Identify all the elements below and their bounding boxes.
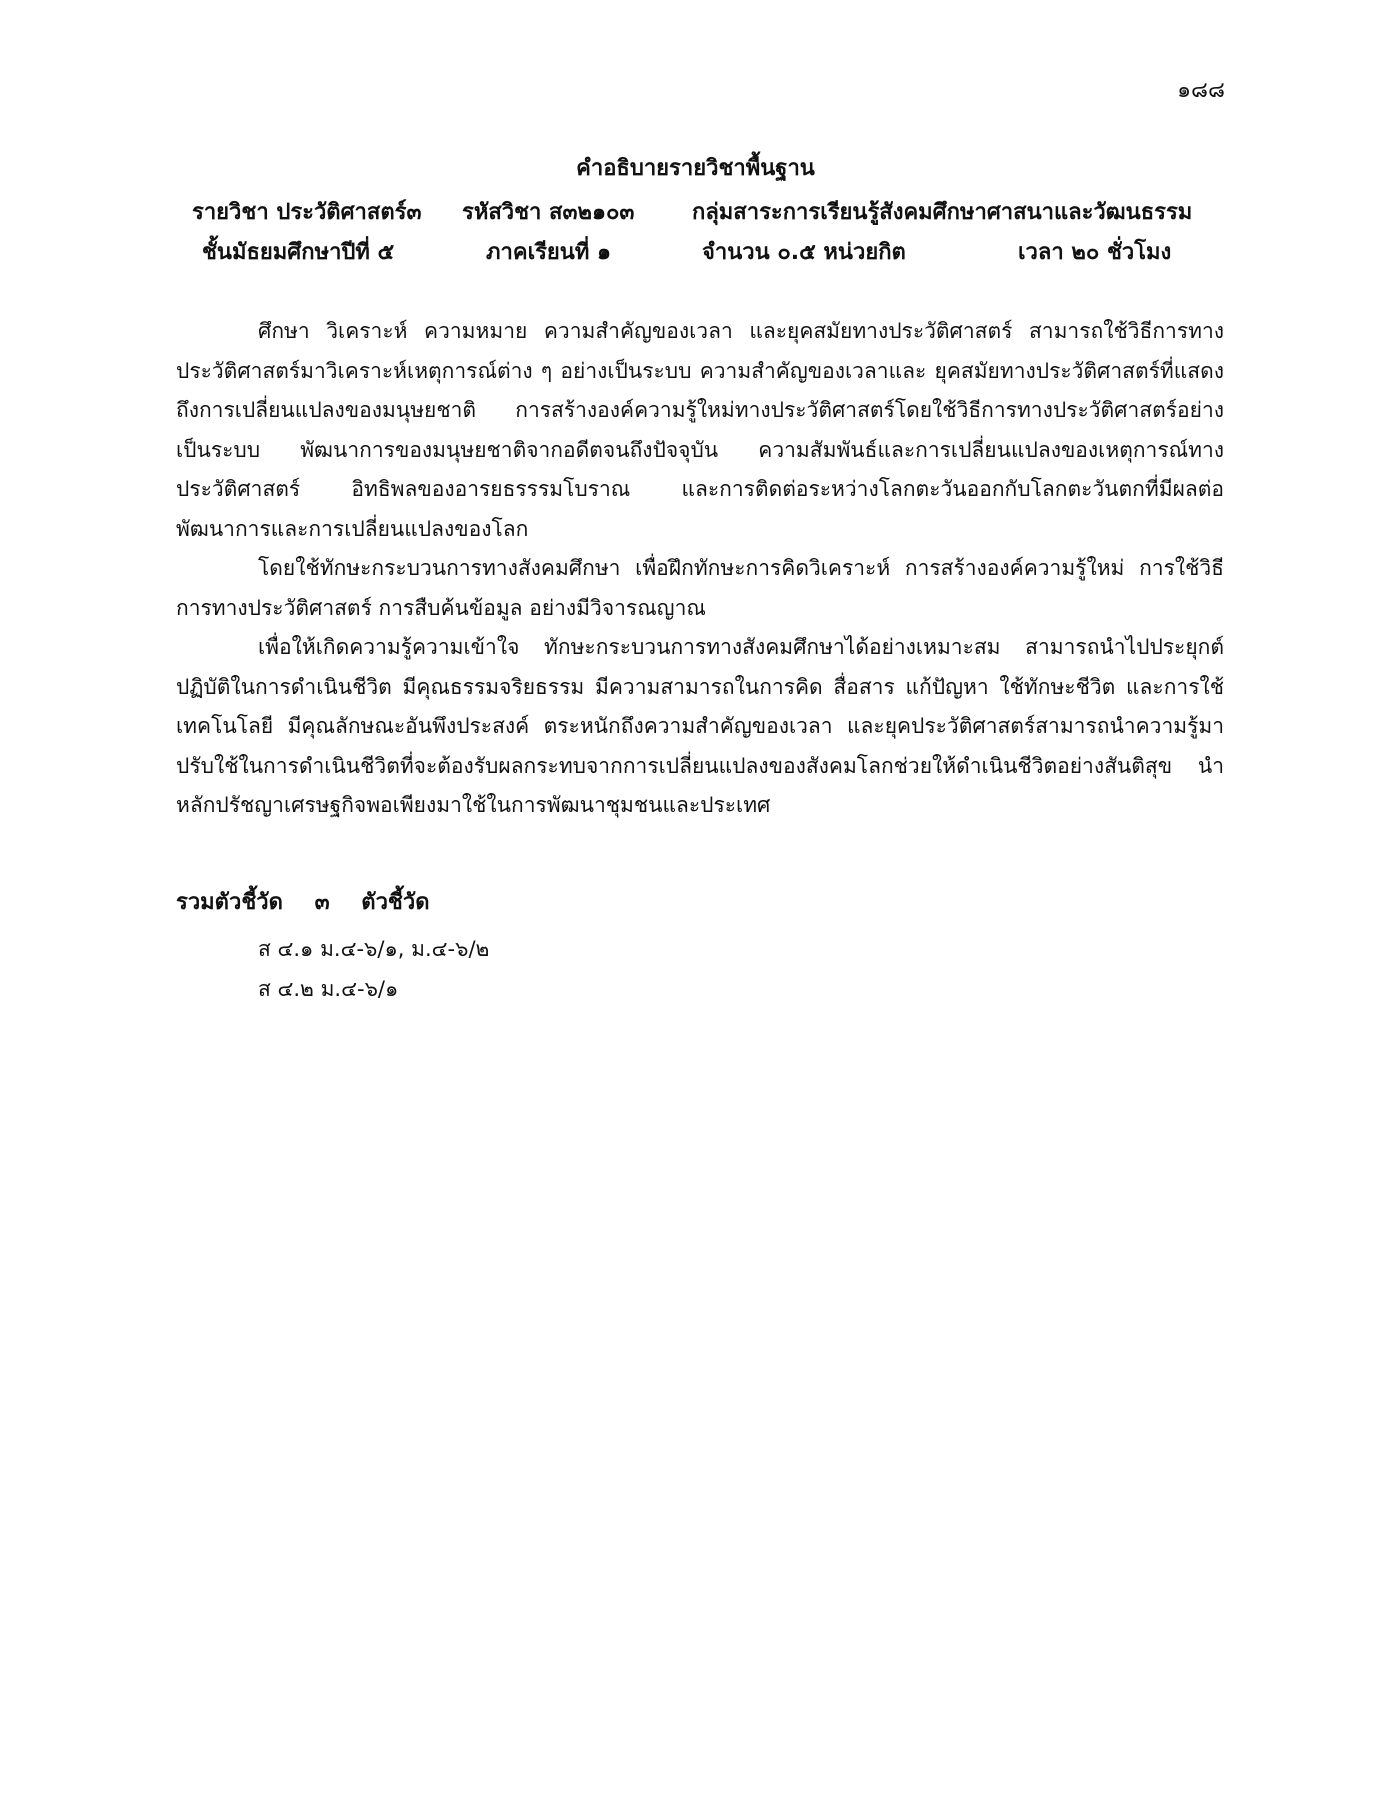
- indicator-count: ๓: [314, 890, 330, 915]
- course-description: [176, 312, 1224, 826]
- hours: เวลา ๒๐ ชั่วโมง: [1018, 240, 1172, 265]
- list-item: ส ๔.๒ ม.๔-๖/๑: [258, 977, 399, 1001]
- credits: จำนวน ๐.๕ หน่วยกิต: [702, 240, 906, 265]
- course-code: รหัสวิชา ส๓๒๑๐๓: [462, 200, 635, 225]
- indicator-list: [258, 929, 976, 1009]
- description-paragraph: ศึกษา วิเคราะห์ ความหมาย ความสำคัญของเวลา และยุคสมัยทางประวัติศาสตร์ สามารถใช้วิธีการทางประวัติศาสตร์มาวิเคราะห์เหตุการณ์ต่าง ๆ อย่างเป็นระบบ ความสำคัญของเวลาและ ยุคสมัยทางประวัติศาสตร์ที่แสดงถึงการเปลี่ยนแปลงของมนุษยชาติ การสร้างองค์ความรู้ใหม่ทางประวัติศาสตร์โดยใช้วิธีการทางประวัติศาสตร์อย่างเป็นระบบ พัฒนาการของมนุษยชาติจากอดีตจนถึงปัจจุบัน ความสัมพันธ์และการเปลี่ยนแปลงของเหตุการณ์ทางประวัติศาสตร์ อิทธิพลของอารยธรรรมโบราณ และการติดต่อระหว่างโลกตะวันออกกับโลกตะวันตกที่มีผลต่อพัฒนาการและการเปลี่ยนแปลงของโลก: [176, 319, 1224, 541]
- learning-area: กลุ่มสาระการเรียนรู้สังคมศึกษาศาสนาและวัฒนธรรม: [692, 200, 1193, 225]
- description-paragraph: เพื่อให้เกิดความรู้ความเข้าใจ ทักษะกระบวนการทางสังคมศึกษาได้อย่างเหมาะสม สามารถนำไปประยุกต์ปฏิบัติในการดำเนินชีวิต มีคุณธรรมจริยธรรม มีความสามารถในการคิด สื่อสาร แก้ปัญหา ใช้ทักษะชีวิต และการใช้เทคโนโลยี มีคุณลักษณะอันพึงประสงค์ ตระหนักถึงความสำคัญของเวลา และยุคประวัติศาสตร์สามารถนำความรู้มาปรับใช้ในการดำเนินชีวิตที่จะต้องรับผลกระทบจากการเปลี่ยนแปลงของสังคมโลกช่วยให้ดำเนินชีวิตอย่างสันติสุข นำหลักปรัชญาเศรษฐกิจพอเพียงมาใช้ในการพัฒนาชุมชนและประเทศ: [176, 635, 1224, 817]
- indicator-heading: [176, 884, 976, 919]
- description-paragraph: โดยใช้ทักษะกระบวนการทางสังคมศึกษา เพื่อฝึกทักษะการคิดวิเคราะห์ การสร้างองค์ความรู้ใหม่ การใช้วิธีการทางประวัติศาสตร์ การสืบค้นข้อมูล อย่างมีวิจารณญาณ: [176, 556, 1224, 620]
- page-number: ๑๘๘: [1177, 78, 1225, 103]
- document-title: คำอธิบายรายวิชาพื้นฐาน: [576, 156, 815, 181]
- semester: ภาคเรียนที่ ๑: [486, 240, 611, 265]
- grade-level: ชั้นมัธยมศึกษาปีที่ ๕: [202, 240, 395, 265]
- course-name: รายวิชา ประวัติศาสตร์๓: [192, 200, 422, 225]
- indicator-section: [176, 884, 976, 1009]
- list-item: ส ๔.๑ ม.๔-๖/๑, ม.๔-๖/๒: [258, 937, 490, 961]
- indicator-label: รวมตัวชี้วัด: [176, 890, 283, 915]
- indicator-unit: ตัวชี้วัด: [361, 890, 430, 915]
